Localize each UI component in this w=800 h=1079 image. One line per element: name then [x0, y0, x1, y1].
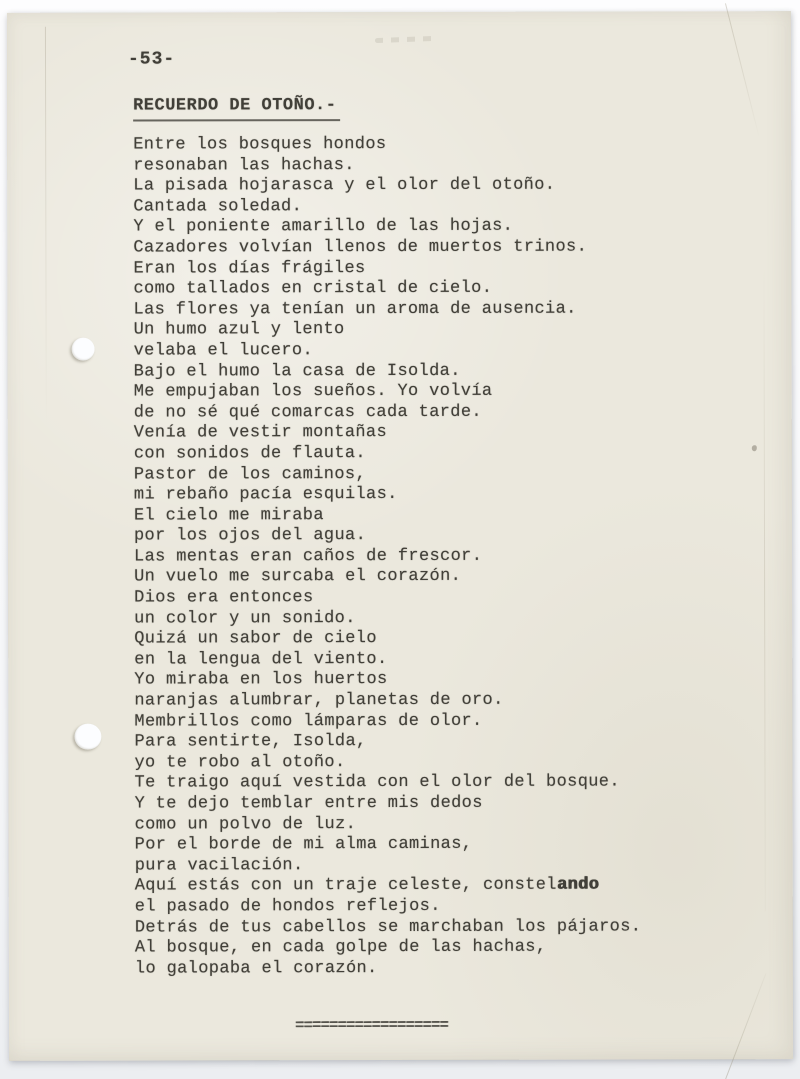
- poem-line: como un polvo de luz.: [134, 814, 357, 835]
- poem-line: Un humo azul y lento: [133, 320, 345, 340]
- punch-hole-bottom: [74, 724, 101, 750]
- separator-line: ==================: [295, 1016, 449, 1035]
- poem-line: de no sé qué comarcas cada tarde.: [133, 402, 482, 423]
- poem-line: Eran los días frágiles: [133, 258, 366, 279]
- poem-line: Cantada soledad.: [133, 196, 303, 217]
- poem-line: el pasado de hondos reflejos.: [134, 896, 441, 917]
- poem-line: Y el poniente amarillo de las hojas.: [133, 217, 514, 237]
- poem-line: Las flores ya tenían un aroma de ausencia.: [133, 299, 577, 320]
- poem-line: Dios era entonces: [134, 588, 314, 608]
- paper-smudge-top: [375, 36, 435, 43]
- paper-crease-bottom-right: [689, 973, 767, 1079]
- poem-line: por los ojos del agua.: [133, 526, 367, 546]
- poem-line: Quizá un sabor de cielo: [134, 629, 377, 649]
- paper-crease-left: [45, 27, 47, 427]
- paper-speck: [752, 445, 757, 451]
- poem-line: lo galopaba el corazón.: [134, 958, 378, 979]
- poem-line: Aquí estás con un traje celeste, constelando: [134, 875, 600, 896]
- poem-line: resonaban las hachas.: [133, 155, 355, 176]
- poem-line: pura vacilación.: [134, 855, 304, 876]
- poem-line: Me empujaban los sueños. Yo volvía: [133, 381, 493, 402]
- punch-hole-top: [72, 338, 95, 361]
- paper-sheet: [7, 11, 793, 1061]
- poem-line: Te traigo aquí vestida con el olor del bosque.: [134, 772, 620, 793]
- poem-line: Las mentas eran caños de frescor.: [134, 546, 483, 567]
- poem-line: naranjas alumbrar, planetas de oro.: [134, 690, 504, 711]
- poem-line: El cielo me miraba: [133, 505, 324, 526]
- poem-line: un color y un sonido.: [134, 608, 356, 629]
- poem-line: Al bosque, en cada golpe de las hachas,: [134, 937, 547, 958]
- poem-line: yo te robo al otoño.: [134, 752, 346, 773]
- poem-line: Yo miraba en los huertos: [134, 670, 388, 690]
- poem-line: con sonidos de flauta.: [133, 443, 366, 464]
- poem-line: Venía de vestir montañas: [133, 423, 388, 443]
- paper-crease-right: [763, 261, 765, 911]
- overstruck-text: ando: [556, 875, 600, 896]
- poem-line: Entre los bosques hondos: [133, 135, 387, 155]
- poem-line: como tallados en cristal de cielo.: [133, 278, 493, 299]
- poem-line: Bajo el humo la casa de Isolda.: [133, 361, 461, 382]
- poem-line: Un vuelo me surcaba el corazón.: [134, 567, 462, 588]
- poem-line: Y te dejo temblar entre mis dedos: [134, 793, 483, 814]
- poem-line: Cazadores volvían llenos de muertos trinos.: [133, 237, 588, 258]
- poem-line: Membrillos como lámparas de olor.: [134, 711, 483, 732]
- poem-line: Detrás de tus cabellos se marchaban los pájaros.: [134, 917, 642, 938]
- page-number: -53-: [127, 49, 176, 70]
- paper-crease-top-right: [725, 3, 760, 139]
- poem-title: RECUERDO DE OTOÑO.-: [133, 96, 340, 121]
- poem-line: Pastor de los caminos,: [133, 464, 367, 485]
- poem-line: en la lengua del viento.: [134, 649, 388, 670]
- poem-line: velaba el lucero.: [133, 341, 314, 361]
- poem-line: mi rebaño pacía esquilas.: [133, 485, 398, 505]
- poem-line: La pisada hojarasca y el olor del otoño.: [133, 175, 556, 196]
- poem-line: Para sentirte, Isolda,: [134, 732, 367, 752]
- poem-body: [133, 134, 641, 979]
- poem-line: Por el borde de mi alma caminas,: [134, 835, 473, 855]
